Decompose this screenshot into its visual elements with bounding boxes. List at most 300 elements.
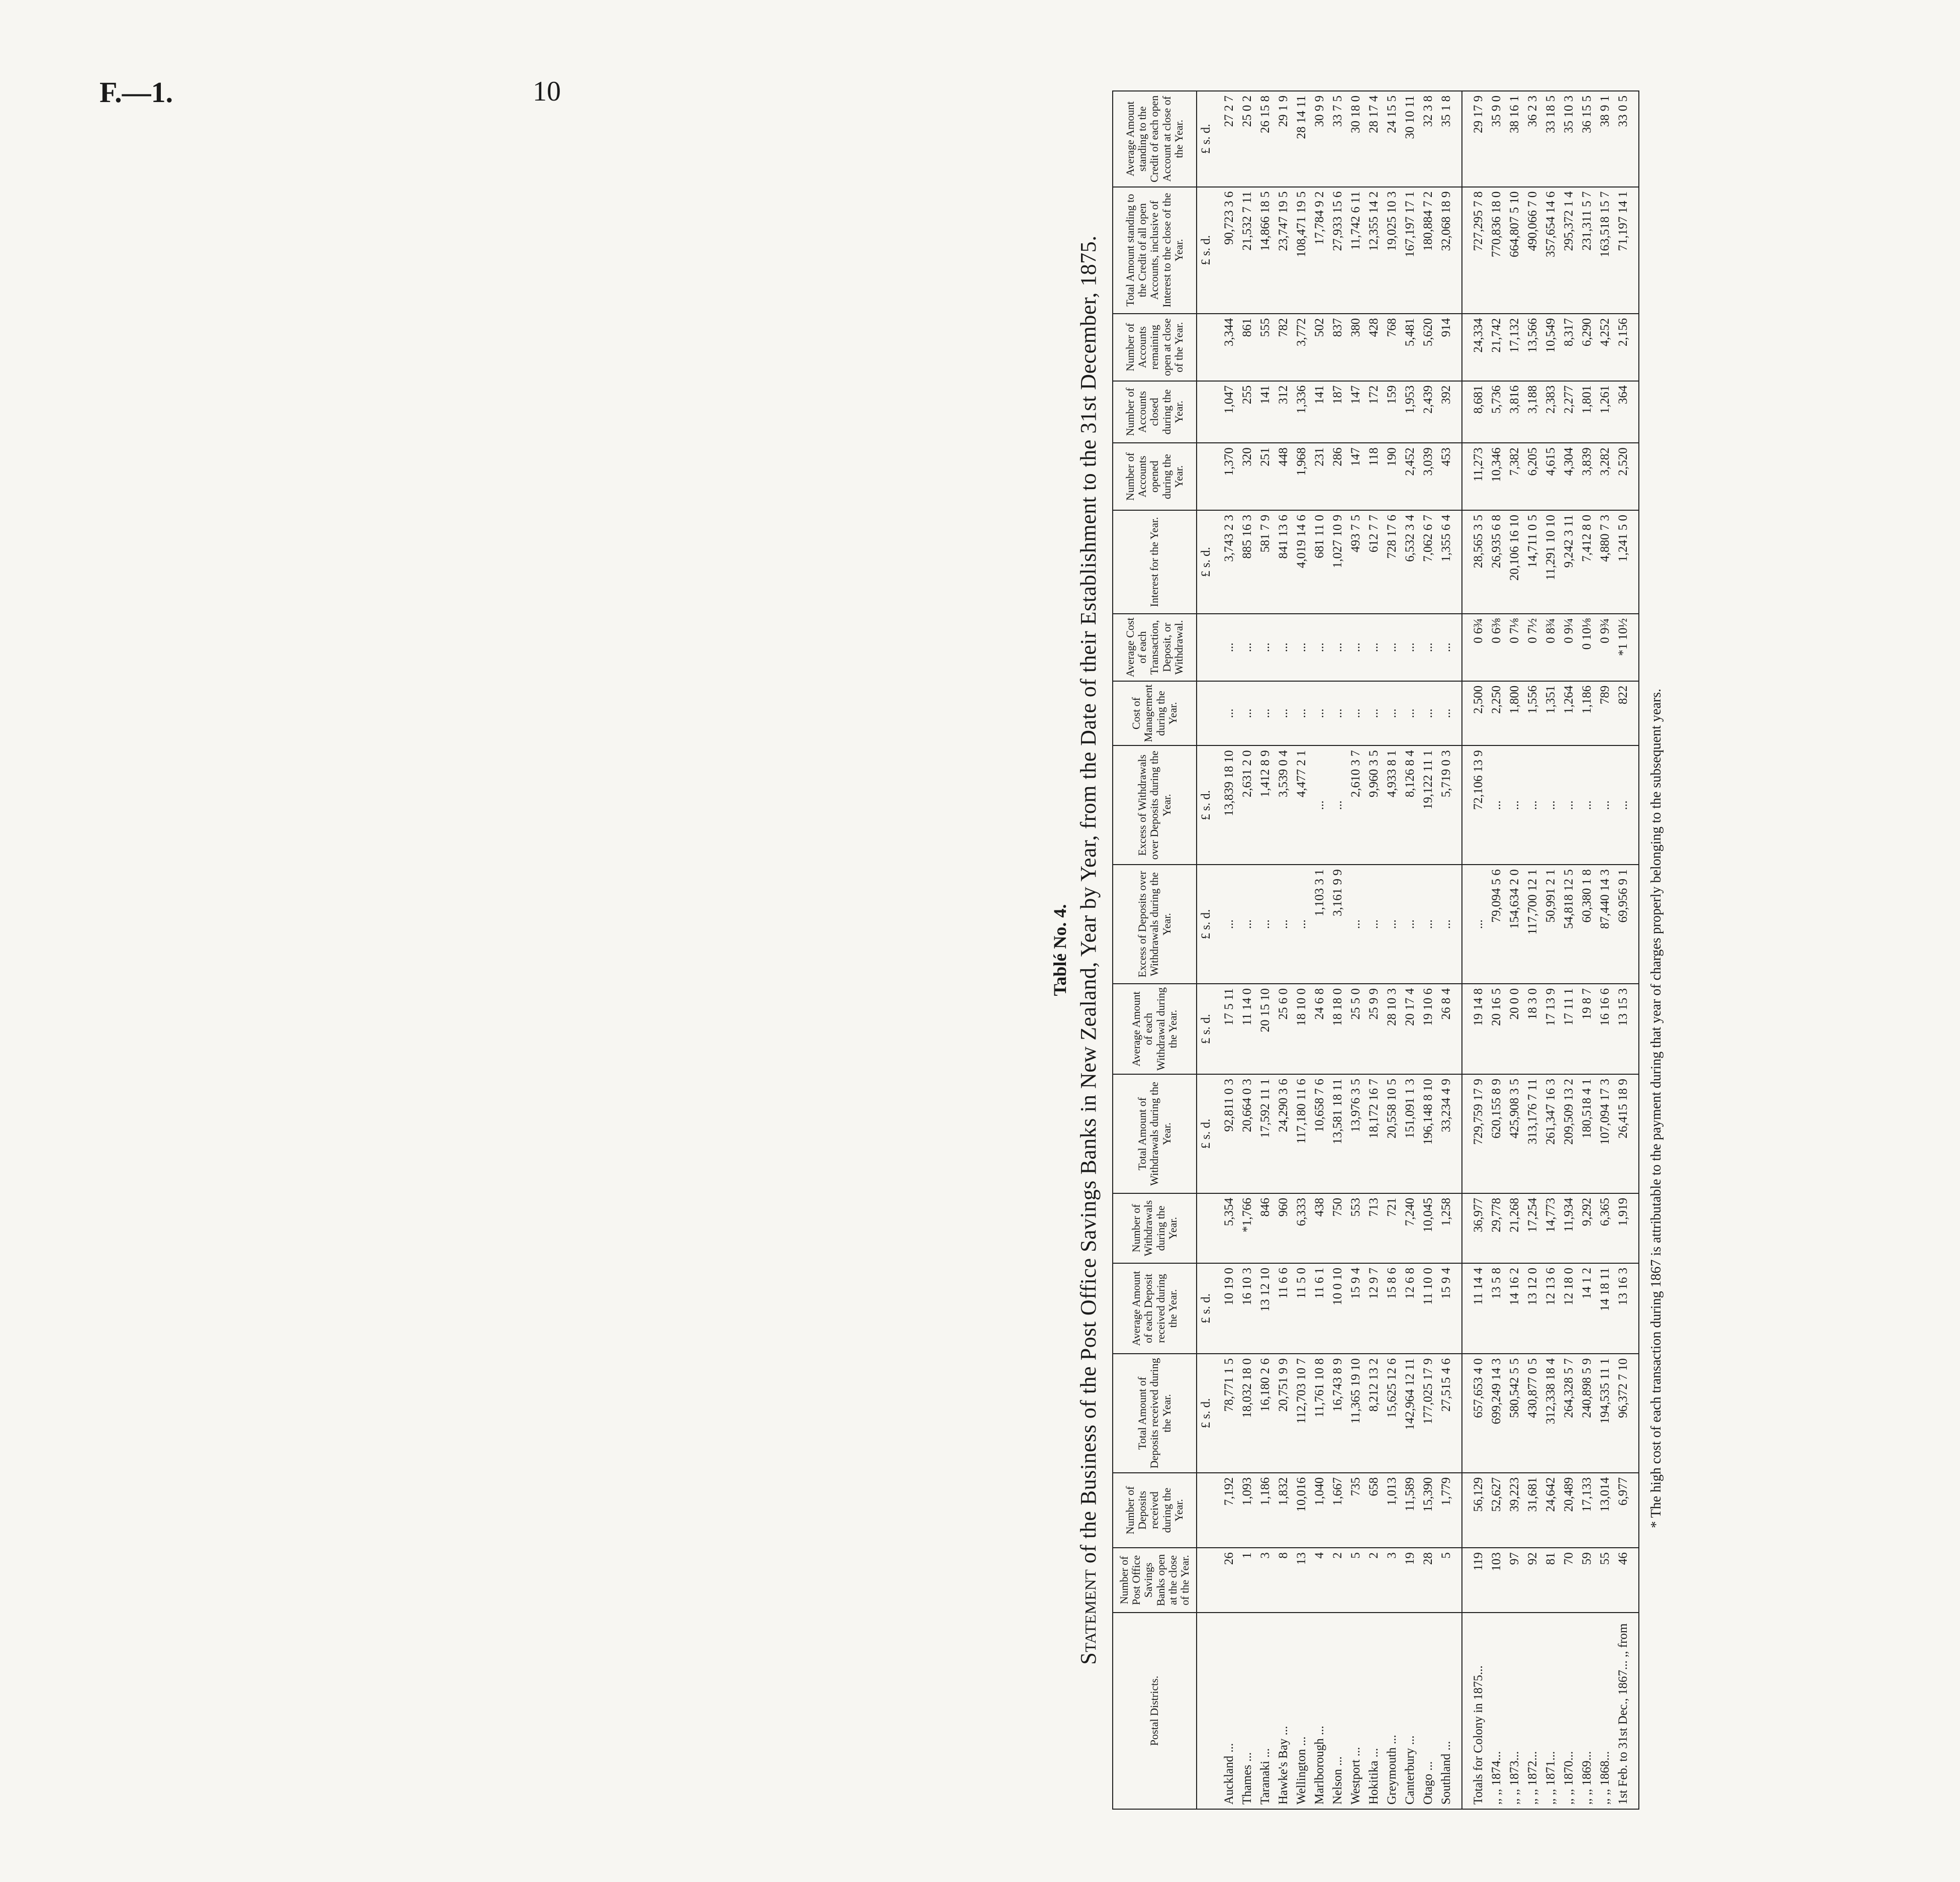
table-cell: 750 [1329, 1193, 1347, 1263]
header-row [1113, 91, 1197, 1809]
table-cell: 32,068 18 9 [1437, 187, 1462, 314]
table-cell: 5,620 [1419, 314, 1437, 381]
table-cell: 612 7 7 [1365, 510, 1383, 614]
table-cell: 108,471 19 5 [1293, 187, 1311, 314]
table-cell: 20,489 [1560, 1473, 1578, 1548]
table-cell: 17,784 9 2 [1311, 187, 1329, 314]
table-cell: 3,539 0 4 [1275, 745, 1293, 865]
column-header: Total Amount of Withdrawals during the Year. [1113, 1074, 1197, 1193]
table-cell: 364 [1614, 381, 1639, 443]
table-row [1578, 91, 1596, 1809]
table-row [1524, 91, 1542, 1809]
table-cell: 7,062 6 7 [1419, 510, 1437, 614]
table-cell: 1,355 6 4 [1437, 510, 1462, 614]
table-cell: 5,354 [1215, 1193, 1238, 1263]
row-label: Otago ... [1419, 1613, 1437, 1809]
table-cell: 3,161 9 9 [1329, 865, 1347, 984]
table-cell: 846 [1256, 1193, 1275, 1263]
table-cell: 3,344 [1215, 314, 1238, 381]
table-cell: 17 5 11 [1215, 984, 1238, 1074]
table-cell: ... [1329, 614, 1347, 681]
table-cell: 92,811 0 3 [1215, 1074, 1238, 1193]
row-label: Hokitika ... [1365, 1613, 1383, 1809]
table-cell: 147 [1347, 443, 1365, 510]
row-label: Southland ... [1437, 1613, 1462, 1809]
table-row [1293, 91, 1311, 1809]
unit-label [1197, 1613, 1215, 1809]
row-label: 1st Feb. to 31st Dec., 1867... ,, from [1614, 1613, 1639, 1809]
column-header: Number of Accounts remaining open at close of the Year. [1113, 314, 1197, 381]
rotated-table-block [1035, 90, 1960, 1810]
table-cell: 4,304 [1560, 443, 1578, 510]
table-cell: 2 [1365, 1548, 1383, 1613]
table-cell: 167,197 17 1 [1401, 187, 1419, 314]
row-label: ,, ,, 1870... [1560, 1613, 1578, 1809]
table-cell: 28 10 3 [1383, 984, 1401, 1074]
table-cell: 5,719 0 3 [1437, 745, 1462, 865]
table-cell: 789 [1596, 681, 1614, 746]
table-cell: ... [1329, 745, 1347, 865]
table-row [1596, 91, 1614, 1809]
table-cell: 38 16 1 [1506, 91, 1524, 187]
table-cell: 2,277 [1560, 381, 1578, 443]
table-cell: 13,976 3 5 [1347, 1074, 1365, 1193]
table-cell: 1,241 5 0 [1614, 510, 1639, 614]
table-row [1462, 91, 1488, 1809]
table-cell: 782 [1275, 314, 1293, 381]
table-cell: 861 [1238, 314, 1256, 381]
unit-label [1197, 314, 1215, 381]
table-cell: 17,133 [1578, 1473, 1596, 1548]
unit-label: £ s. d. [1197, 865, 1215, 984]
title-statement: Statement [1076, 1569, 1101, 1665]
table-cell: 658 [1365, 1473, 1383, 1548]
table-cell: 1,103 3 1 [1311, 865, 1329, 984]
table-cell: 7,192 [1215, 1473, 1238, 1548]
table-cell: 713 [1365, 1193, 1383, 1263]
table-cell: 553 [1347, 1193, 1365, 1263]
table-cell: 159 [1383, 381, 1401, 443]
table-cell: 119 [1462, 1548, 1488, 1613]
table-cell: 3,188 [1524, 381, 1542, 443]
table-cell: 25 5 0 [1347, 984, 1365, 1074]
table-cell: 699,249 14 3 [1488, 1354, 1506, 1473]
table-cell: 30 10 11 [1401, 91, 1419, 187]
table-cell: 196,148 8 10 [1419, 1074, 1437, 1193]
table-cell: ... [1238, 681, 1256, 746]
table-cell: 7,382 [1506, 443, 1524, 510]
table-cell: ... [1419, 614, 1437, 681]
table-cell: 6,290 [1578, 314, 1596, 381]
table-cell: 26 [1215, 1548, 1238, 1613]
table-cell: 295,372 1 4 [1560, 187, 1578, 314]
table-cell: 46 [1614, 1548, 1639, 1613]
table-cell: 26,415 18 9 [1614, 1074, 1639, 1193]
table-cell: 1,556 [1524, 681, 1542, 746]
table-cell: *1,766 [1238, 1193, 1256, 1263]
table-cell: 5 [1437, 1548, 1462, 1613]
table-cell: 23,747 19 5 [1275, 187, 1293, 314]
table-cell: 26 15 8 [1256, 91, 1275, 187]
table-row [1383, 91, 1401, 1809]
table-cell: ... [1293, 614, 1311, 681]
table-cell: 92 [1524, 1548, 1542, 1613]
row-label: ,, ,, 1872... [1524, 1613, 1542, 1809]
table-cell: 163,518 15 7 [1596, 187, 1614, 314]
unit-label [1197, 1473, 1215, 1548]
table-cell: 69,956 9 1 [1614, 865, 1639, 984]
table-cell: ... [1401, 865, 1419, 984]
table-cell: 52,627 [1488, 1473, 1506, 1548]
table-cell: 822 [1614, 681, 1639, 746]
table-cell: 21,532 7 11 [1238, 187, 1256, 314]
table-cell: ... [1401, 681, 1419, 746]
table-cell: 36,977 [1462, 1193, 1488, 1263]
unit-label [1197, 681, 1215, 746]
table-cell: 19 [1401, 1548, 1419, 1613]
table-cell: 3,816 [1506, 381, 1524, 443]
table-cell: 14,711 0 5 [1524, 510, 1542, 614]
table-cell: 20 0 0 [1506, 984, 1524, 1074]
unit-label: £ s. d. [1197, 91, 1215, 187]
table-cell: 10 19 0 [1215, 1263, 1238, 1354]
table-cell: 1,412 8 9 [1256, 745, 1275, 865]
table-cell: 18,172 16 7 [1365, 1074, 1383, 1193]
table-cell: ... [1238, 614, 1256, 681]
table-cell: ... [1383, 614, 1401, 681]
table-cell: 3,772 [1293, 314, 1311, 381]
table-cell: 35 1 8 [1437, 91, 1462, 187]
table-cell: 1,264 [1560, 681, 1578, 746]
row-label: ,, ,, 1871... [1542, 1613, 1560, 1809]
table-cell: 14 16 2 [1506, 1263, 1524, 1354]
table-cell: 27,933 15 6 [1329, 187, 1347, 314]
table-row [1275, 91, 1293, 1809]
table-cell: 21,742 [1488, 314, 1506, 381]
table-cell: 15 9 4 [1437, 1263, 1462, 1354]
table-cell: 81 [1542, 1548, 1560, 1613]
table-cell: 180,518 4 1 [1578, 1074, 1596, 1193]
table-cell: 6,532 3 4 [1401, 510, 1419, 614]
table-row [1365, 91, 1383, 1809]
table-cell: 9,960 3 5 [1365, 745, 1383, 865]
table-cell: 13 15 3 [1614, 984, 1639, 1074]
table-cell: 29 1 9 [1275, 91, 1293, 187]
row-label: Marlborough ... [1311, 1613, 1329, 1809]
table-cell: 172 [1365, 381, 1383, 443]
table-cell: 837 [1329, 314, 1347, 381]
table-cell: 190 [1383, 443, 1401, 510]
table-cell: ... [1215, 614, 1238, 681]
unit-label [1197, 443, 1215, 510]
table-cell: 728 17 6 [1383, 510, 1401, 614]
table-cell: 735 [1347, 1473, 1365, 1548]
table-cell: ... [1462, 865, 1488, 984]
unit-label [1197, 1548, 1215, 1613]
table-cell: *1 10½ [1614, 614, 1639, 681]
table-number: Tablé No. 4. [1050, 904, 1070, 996]
row-label: Westport ... [1347, 1613, 1365, 1809]
table-cell: 13,581 18 11 [1329, 1074, 1347, 1193]
table-cell: ... [1365, 865, 1383, 984]
table-row [1542, 91, 1560, 1809]
table-cell: 36 15 5 [1578, 91, 1596, 187]
table-cell: 194,535 11 1 [1596, 1354, 1614, 1473]
table-cell: 1,351 [1542, 681, 1560, 746]
table-cell: 97 [1506, 1548, 1524, 1613]
table-cell: 255 [1238, 381, 1256, 443]
row-label: Canterbury ... [1401, 1613, 1419, 1809]
table-cell: ... [1437, 681, 1462, 746]
table-cell: 9,292 [1578, 1193, 1596, 1263]
table-cell: 729,759 17 9 [1462, 1074, 1488, 1193]
table-cell: 4,880 7 3 [1596, 510, 1614, 614]
row-label: Wellington ... [1293, 1613, 1311, 1809]
table-cell: 26,935 6 8 [1488, 510, 1506, 614]
table-row [1419, 91, 1437, 1809]
table-cell: ... [1311, 745, 1329, 865]
table-cell: 29 17 9 [1462, 91, 1488, 187]
row-label: Nelson ... [1329, 1613, 1347, 1809]
table-cell: 209,509 13 2 [1560, 1074, 1578, 1193]
column-header: Average Amount standing to the Credit of each open Account at close of the Year. [1113, 91, 1197, 187]
table-cell: 13,014 [1596, 1473, 1614, 1548]
table-cell: 313,176 7 11 [1524, 1074, 1542, 1193]
table-cell: 10,016 [1293, 1473, 1311, 1548]
row-label: Totals for Colony in 1875... [1462, 1613, 1488, 1809]
column-header: Average Cost of each Transaction, Deposit, or Withdrawal. [1113, 614, 1197, 681]
unit-label [1197, 614, 1215, 681]
table-cell: 24 6 8 [1311, 984, 1329, 1074]
table-cell: ... [1347, 614, 1365, 681]
page-header [0, 0, 1128, 131]
table-cell: 27 2 7 [1215, 91, 1238, 187]
unit-label: £ s. d. [1197, 745, 1215, 865]
table-cell: ... [1311, 614, 1329, 681]
table-cell: 13 [1293, 1548, 1311, 1613]
unit-label [1197, 381, 1215, 443]
table-cell: 555 [1256, 314, 1275, 381]
unit-label: £ s. d. [1197, 510, 1215, 614]
table-cell: 10 0 10 [1329, 1263, 1347, 1354]
table-cell: 0 9¼ [1560, 614, 1578, 681]
table-cell: 10,346 [1488, 443, 1506, 510]
table-cell: 1,093 [1238, 1473, 1256, 1548]
table-cell: 33,234 4 9 [1437, 1074, 1462, 1193]
table-cell: 1,968 [1293, 443, 1311, 510]
table-cell: 11 14 4 [1462, 1263, 1488, 1354]
unit-label [1197, 1193, 1215, 1263]
table-cell: 30 18 0 [1347, 91, 1365, 187]
table-cell: 12 9 7 [1365, 1263, 1383, 1354]
table-cell: 15,625 12 6 [1383, 1354, 1401, 1473]
column-header: Total Amount standing to the Credit of all open Accounts, inclusive of Interest to the close of the Year. [1113, 187, 1197, 314]
table-cell: 4,477 2 1 [1293, 745, 1311, 865]
table-cell: ... [1215, 865, 1238, 984]
table-cell: 12 13 6 [1542, 1263, 1560, 1354]
table-cell: 2 [1329, 1548, 1347, 1613]
table-cell: 17,254 [1524, 1193, 1542, 1263]
table-cell: ... [1383, 681, 1401, 746]
table-cell: 78,771 1 5 [1215, 1354, 1238, 1473]
table-cell: 103 [1488, 1548, 1506, 1613]
table-cell: 50,991 2 1 [1542, 865, 1560, 984]
unit-label: £ s. d. [1197, 1263, 1215, 1354]
unit-label: £ s. d. [1197, 1074, 1215, 1193]
table-cell: 1,953 [1401, 381, 1419, 443]
table-cell: 841 13 6 [1275, 510, 1293, 614]
table-cell: 13 5 8 [1488, 1263, 1506, 1354]
table-cell: 10,549 [1542, 314, 1560, 381]
table-cell: 5,481 [1401, 314, 1419, 381]
table-cell: 117,700 12 1 [1524, 865, 1542, 984]
table-cell: ... [1347, 865, 1365, 984]
unit-label: £ s. d. [1197, 984, 1215, 1074]
table-cell: 231,311 5 7 [1578, 187, 1596, 314]
table-cell: 425,908 3 5 [1506, 1074, 1524, 1193]
page-number: 10 [533, 76, 561, 107]
table-cell: 1,013 [1383, 1473, 1401, 1548]
table-cell: 1,779 [1437, 1473, 1462, 1548]
table-cell: 14,773 [1542, 1193, 1560, 1263]
footnote: * The high cost of each transaction during 1867 is attributable to the payment during that year of charges properly belonging to the subsequent years. [1648, 689, 1664, 1528]
table-cell: 25 0 2 [1238, 91, 1256, 187]
table-cell: 60,380 1 8 [1578, 865, 1596, 984]
table-cell: 16,180 2 6 [1256, 1354, 1275, 1473]
table-cell: 0 8¾ [1542, 614, 1560, 681]
table-cell: 8,126 8 4 [1401, 745, 1419, 865]
table-cell: 154,634 2 0 [1506, 865, 1524, 984]
table-cell: 19,122 11 1 [1419, 745, 1437, 865]
table-cell: 657,653 4 0 [1462, 1354, 1488, 1473]
table-cell: 9,242 3 11 [1560, 510, 1578, 614]
table-row [1238, 91, 1256, 1809]
table-cell: 27,515 4 6 [1437, 1354, 1462, 1473]
table-cell: 28 17 4 [1365, 91, 1383, 187]
table-cell: 31,681 [1524, 1473, 1542, 1548]
table-cell: 286 [1329, 443, 1347, 510]
row-label: Hawke's Bay ... [1275, 1613, 1293, 1809]
table-cell: ... [1542, 745, 1560, 865]
table-cell: 17 11 1 [1560, 984, 1578, 1074]
table-cell: ... [1437, 865, 1462, 984]
table-cell: 1 [1238, 1548, 1256, 1613]
table-cell: ... [1488, 745, 1506, 865]
table-row [1506, 91, 1524, 1809]
table-cell: 620,155 8 9 [1488, 1074, 1506, 1193]
table-cell: ... [1506, 745, 1524, 865]
table-cell: ... [1419, 681, 1437, 746]
column-header: Number of Accounts opened during the Year. [1113, 443, 1197, 510]
table-cell: 72,106 13 9 [1462, 745, 1488, 865]
table-cell: 1,186 [1578, 681, 1596, 746]
table-cell: ... [1383, 865, 1401, 984]
table-cell: 380 [1347, 314, 1365, 381]
table-cell: 8,212 13 2 [1365, 1354, 1383, 1473]
table-cell: 727,295 7 8 [1462, 187, 1488, 314]
table-cell: 24 15 5 [1383, 91, 1401, 187]
table-cell: 768 [1383, 314, 1401, 381]
table-cell: 0 10⅛ [1578, 614, 1596, 681]
table-cell: 107,094 17 3 [1596, 1074, 1614, 1193]
table-cell: 187 [1329, 381, 1347, 443]
table-cell: 453 [1437, 443, 1462, 510]
table-cell: 1,258 [1437, 1193, 1462, 1263]
table-cell: 142,964 12 11 [1401, 1354, 1419, 1473]
table-cell: 231 [1311, 443, 1329, 510]
table-cell: ... [1311, 681, 1329, 746]
table-cell: 3,039 [1419, 443, 1437, 510]
table-row [1488, 91, 1506, 1809]
column-header: Number of Withdrawals during the Year. [1113, 1193, 1197, 1263]
row-label: Thames ... [1238, 1613, 1256, 1809]
table-cell: 4,252 [1596, 314, 1614, 381]
table-cell: 39,223 [1506, 1473, 1524, 1548]
table-cell: ... [1275, 614, 1293, 681]
table-cell: 3,282 [1596, 443, 1614, 510]
table-row [1329, 91, 1347, 1809]
table-cell: 18 10 0 [1293, 984, 1311, 1074]
table-cell: ... [1524, 745, 1542, 865]
table-cell: 6,205 [1524, 443, 1542, 510]
table-cell: ... [1293, 865, 1311, 984]
table-cell: 1,047 [1215, 381, 1238, 443]
table-cell: 30 9 9 [1311, 91, 1329, 187]
table-cell: 0 7½ [1524, 614, 1542, 681]
table-cell: 8,681 [1462, 381, 1488, 443]
table-cell: 18,032 18 0 [1238, 1354, 1256, 1473]
table-cell: 5 [1347, 1548, 1365, 1613]
table-cell: ... [1596, 745, 1614, 865]
table-cell: 20,751 9 9 [1275, 1354, 1293, 1473]
table-cell: 490,066 7 0 [1524, 187, 1542, 314]
unit-row [1197, 91, 1215, 1809]
table-cell: 2,520 [1614, 443, 1639, 510]
table-title [1075, 90, 1101, 1810]
table-cell: 312 [1275, 381, 1293, 443]
row-label: ,, ,, 1874... [1488, 1613, 1506, 1809]
table-cell: 36 2 3 [1524, 91, 1542, 187]
table-cell: 11 10 0 [1419, 1263, 1437, 1354]
table-cell: 19,025 10 3 [1383, 187, 1401, 314]
table-cell: 96,372 7 10 [1614, 1354, 1639, 1473]
title-rest: of the Business of the Post Office Savings Banks in New Zealand, Year by Year, from the Date of their Establishment to the 31st December, 1875. [1076, 235, 1101, 1569]
table-cell: 11 5 0 [1293, 1263, 1311, 1354]
table-row [1614, 91, 1639, 1809]
table-row [1401, 91, 1419, 1809]
table-cell: 19 14 8 [1462, 984, 1488, 1074]
table-cell: 0 6¾ [1462, 614, 1488, 681]
table-cell: 1,040 [1311, 1473, 1329, 1548]
table-cell: 721 [1383, 1193, 1401, 1263]
table-row [1215, 91, 1238, 1809]
table-row [1560, 91, 1578, 1809]
column-header: Excess of Withdrawals over Deposits during the Year. [1113, 745, 1197, 865]
table-cell: 90,723 3 6 [1215, 187, 1238, 314]
table-cell: ... [1437, 614, 1462, 681]
table-cell: 17,592 11 1 [1256, 1074, 1275, 1193]
table-cell: 13 12 10 [1256, 1263, 1275, 1354]
table-cell: 681 11 0 [1311, 510, 1329, 614]
table-cell: 3,839 [1578, 443, 1596, 510]
table-cell: 502 [1311, 314, 1329, 381]
column-header: Excess of Deposits over Withdrawals during the Year. [1113, 865, 1197, 984]
row-label: ,, ,, 1868... [1596, 1613, 1614, 1809]
column-header: Postal Districts. [1113, 1613, 1197, 1809]
table-cell: 1,186 [1256, 1473, 1275, 1548]
table-cell: 147 [1347, 381, 1365, 443]
table-cell: ... [1256, 681, 1275, 746]
